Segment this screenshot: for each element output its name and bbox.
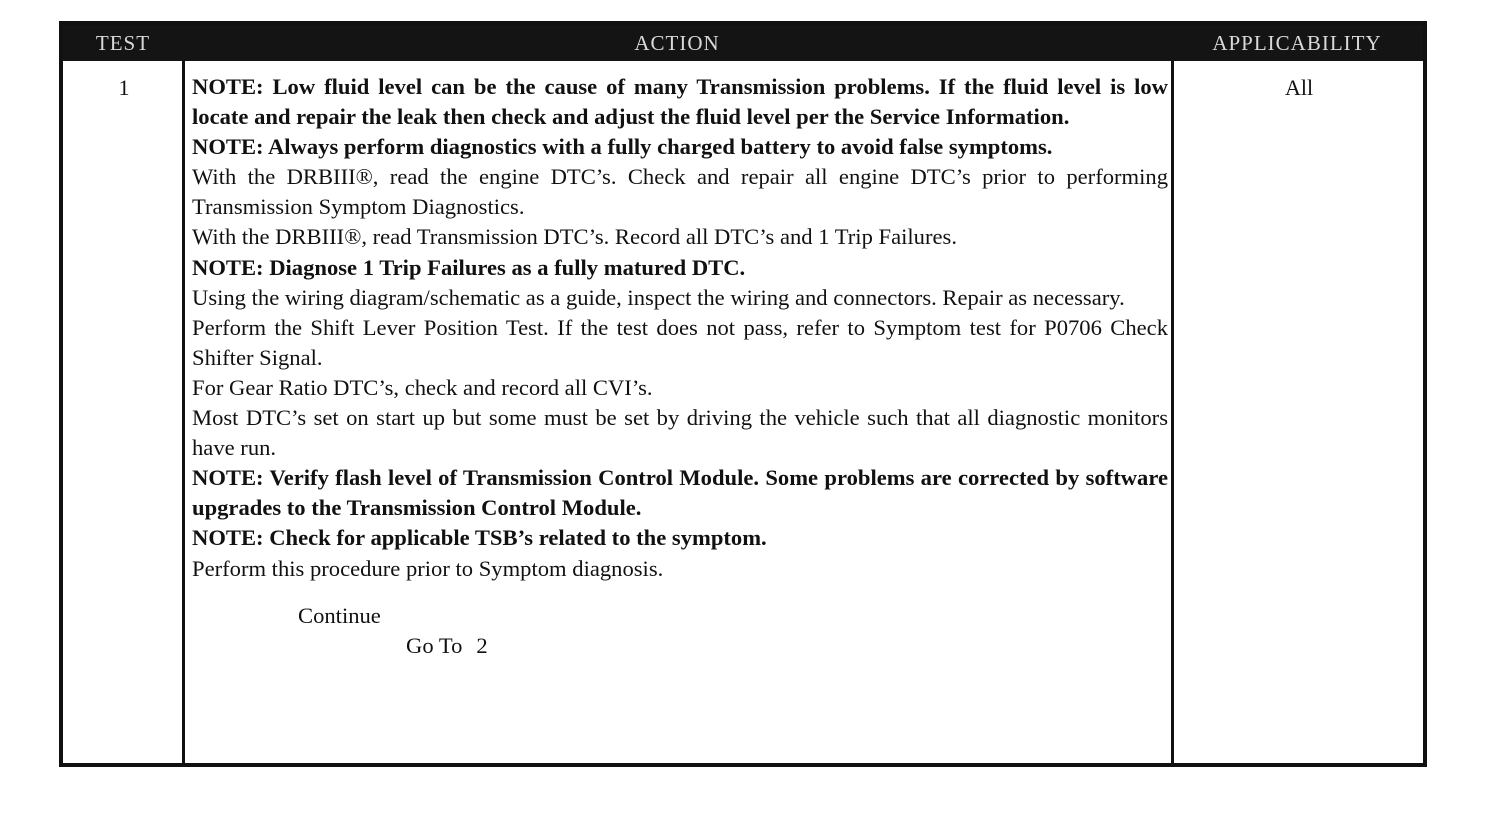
continue-block — [192, 601, 1168, 661]
action-line: Perform the Shift Lever Position Test. If the test does not pass, refer to Symptom test for P0706 Check Shifter Signal. — [192, 314, 1168, 370]
goto-line[interactable] — [192, 631, 1168, 661]
header-test: TEST — [95, 31, 151, 55]
continue-label: Continue — [298, 602, 381, 628]
table-header-row — [63, 25, 1423, 61]
action-line: For Gear Ratio DTC’s, check and record all CVI’s. — [192, 374, 653, 400]
action-line: With the DRBIII®, read Transmission DTC’s. Record all DTC’s and 1 Trip Failures. — [192, 224, 957, 250]
action-line: NOTE: Verify flash level of Transmission Control Module. Some problems are corrected by software upgrades to the Transmission Control Module. — [192, 465, 1168, 521]
column-divider-test — [182, 61, 185, 763]
goto-label: Go To — [406, 632, 463, 658]
action-line: NOTE: Low fluid level can be the cause of many Transmission problems. If the fluid level is low locate and repair the leak then check and adjust the fluid level per the Service Information. — [192, 74, 1168, 130]
action-line: NOTE: Check for applicable TSB’s related to the symptom. — [192, 525, 767, 551]
action-line: With the DRBIII®, read the engine DTC’s. Check and repair all engine DTC’s prior to performing Transmission Symptom Diagnostics. — [192, 164, 1168, 220]
procedure-table — [59, 21, 1427, 767]
action-cell — [192, 72, 1168, 661]
applicability-value: All — [1284, 75, 1314, 100]
column-divider-applicability — [1171, 61, 1174, 763]
action-line: Most DTC’s set on start up but some must be set by driving the vehicle such that all diagnostic monitors have run. — [192, 405, 1168, 461]
action-line: NOTE: Diagnose 1 Trip Failures as a fully matured DTC. — [192, 254, 746, 280]
test-number: 1 — [118, 75, 130, 100]
action-line: NOTE: Always perform diagnostics with a fully charged battery to avoid false symptoms. — [192, 134, 1053, 160]
header-applicability: APPLICABILITY — [1212, 31, 1382, 55]
header-action: ACTION — [634, 31, 720, 55]
action-line: Using the wiring diagram/schematic as a guide, inspect the wiring and connectors. Repair as necessary. — [192, 284, 1125, 310]
goto-target[interactable]: 2 — [476, 632, 488, 658]
action-line: Perform this procedure prior to Symptom diagnosis. — [192, 555, 664, 581]
